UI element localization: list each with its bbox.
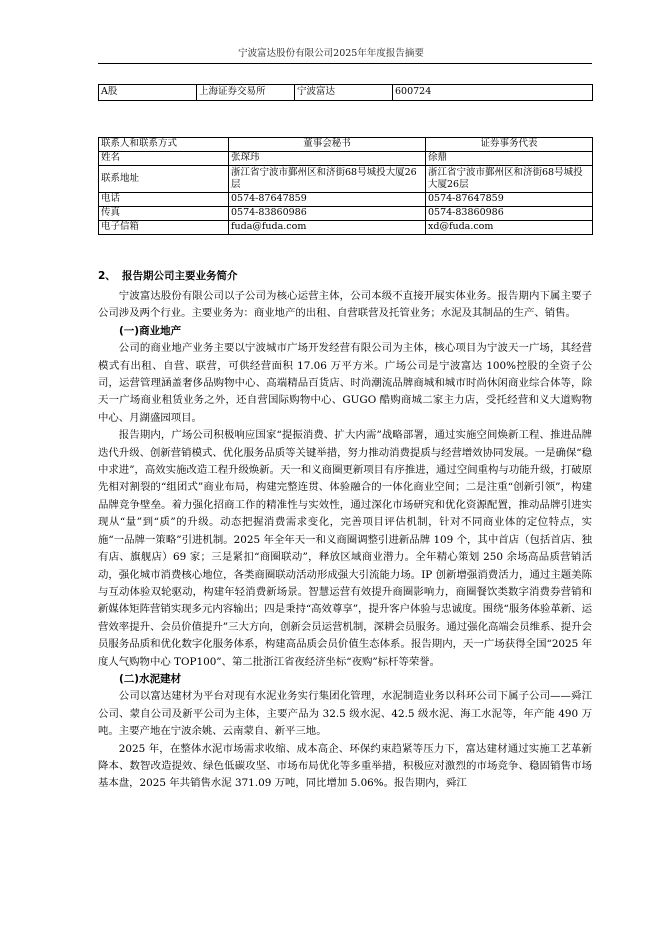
secretary-value-cell: fuda@fuda.com — [229, 221, 426, 235]
table-row — [99, 152, 593, 166]
stock-exchange-cell: 上海证券交易所 — [197, 85, 295, 101]
subsection-title-commercial: (一)商业地产 — [119, 324, 182, 337]
cement-paragraph-1: 公司以富达建材为平台对现有水泥业务实行集团化管理，水泥制造业务以科环公司下属子公司——舜江公司、蒙自公司及新平公司为主体，主要产品为 32.5 级水泥、42.5 级水泥、海工水泥等，年产能 490 万吨。主要产地在宁波余姚、云南蒙自、新平三地。 — [98, 690, 592, 738]
stock-type-cell: A股 — [99, 85, 197, 101]
rep-value-cell: xd@fuda.com — [426, 221, 593, 235]
stock-code-cell: 600724 — [393, 85, 593, 101]
rep-header-cell: 证券事务代表 — [426, 138, 593, 152]
table-row — [99, 221, 593, 235]
commercial-paragraph-2: 报告期内，广场公司积极响应国家“提振消费、扩大内需”战略部署，通过实施空间焕新工程、推进品牌迭代升级、创新营销模式、优化服务品质等关键举措，努力推动消费提质与经营增效协同发展。一是确保“稳中求进”，高效实施改造工程升级焕新。天一和义商圈更新项目有序推进，通过空间重构与功能升级，打破原先相对割裂的“组团式”商业布局，构建完整连贯、体验融合的一体化商业空间；二是注重“创新引领”，构建品牌竞争壁垒。着力强化招商工作的精准性与实效性，通过深化市场研究和优化资源配置，推动品牌引进实现从“量”到“质”的升级。动态把握消费需求变化，完善项目评估机制，针对不同商业体的定位特点，实施“一品牌一策略”引进机制。2025 年全年天一和义商圈调整引进新品牌 109 个，其中首店（包括首店、独有店、旗舰店）69 家；三是紧扣“商圈联动”，释放区域商业潜力。全年精心策划 250 余场高品质营销活动，强化城市消费核心地位，各类商圈联动活动形成强大引流能力场。IP 创新增强消费活力，通过主题美陈与互动体验双轮驱动，构建年轻消费新场景。智慧运营有效提升商圈影响力，商圈餐饮类数字消费券营销和新媒体矩阵营销实现多元内容输出；四是秉持“高效尊享”，提升客户体验与忠诚度。围绕“服务体验革新、运营效率提升、会员价值提升”三大方向，创新会员运营机制，深耕会员服务。通过强化高端会员维系、提升会员服务品质和优化数字化服务体系，构建高品质会员价值生态体系。报告期内，天一广场获得全国“2025 年度人气购物中心 TOP100”、第二批浙江省夜经济坐标“夜购”标杆等荣誉。 — [98, 429, 592, 668]
table-header-row — [99, 138, 593, 152]
subsection-title-cement: (二)水泥建材 — [119, 672, 182, 685]
contact-header-cell: 联系人和联系方式 — [99, 138, 229, 152]
rep-value-cell: 徐鼎 — [426, 152, 593, 166]
intro-paragraph: 宁波富达股份有限公司以子公司为核心运营主体，公司本级不直接开展实体业务。报告期内下属主要子公司涉及两个行业。主要业务为：商业地产的出租、自营联营及托管业务；水泥及其制品的生产、销售。 — [98, 290, 592, 320]
header-divider — [98, 63, 592, 64]
row-label-cell: 姓名 — [99, 152, 229, 166]
cement-paragraph-2: 2025 年，在整体水泥市场需求收缩、成本高企、环保约束趋紧等压力下，富达建材通过实施工艺革新降本、数智改造提效、绿色低碳攻坚、市场布局优化等多重举措，积极应对激烈的市场竞争、稳固销售市场基本盘，2025 年共销售水泥 371.09 万吨，同比增加 5.06%。报告期内，舜江 — [98, 742, 592, 790]
contact-info-table — [98, 137, 593, 235]
stock-short-name-cell: 宁波富达 — [295, 85, 393, 101]
secretary-value-cell: 0574-87647859 — [229, 193, 426, 207]
row-label-cell: 联系地址 — [99, 166, 229, 193]
section-body — [98, 288, 592, 793]
stock-info-table — [98, 84, 593, 101]
secretary-value-cell: 张琛玮 — [229, 152, 426, 166]
section-number: 2、 — [98, 270, 116, 282]
table-row — [99, 85, 593, 101]
secretary-value-cell: 浙江省宁波市鄞州区和济街68号城投大厦26层 — [229, 166, 426, 193]
secretary-header-cell: 董事会秘书 — [229, 138, 426, 152]
table-row — [99, 193, 593, 207]
section-title: 报告期公司主要业务简介 — [122, 270, 238, 282]
secretary-value-cell: 0574-83860986 — [229, 207, 426, 221]
section-heading — [98, 269, 592, 283]
commercial-paragraph-1: 公司的商业地产业务主要以宁波城市广场开发经营有限公司为主体，核心项目为宁波天一广场，其经营模式有出租、自营、联营，可供经营面积 17.06 万平方米。广场公司是宁波富达 100%控股的全资子公司，运营管理涵盖奢侈品购物中心、高端精品百货店、时尚潮流品牌商城和城市时尚休闲商业综合体等，除天一广场商业租赁业务之外，还自营国际购物中心、GUGO 酷购商城二家主力店，受托经营和义大道购物中心、月湖盛园项目。 — [98, 342, 592, 424]
table-row — [99, 207, 593, 221]
row-label-cell: 电子信箱 — [99, 221, 229, 235]
row-label-cell: 电话 — [99, 193, 229, 207]
row-label-cell: 传真 — [99, 207, 229, 221]
page-header-title: 宁波富达股份有限公司2025年年度报告摘要 — [238, 48, 424, 59]
rep-value-cell: 0574-87647859 — [426, 193, 593, 207]
rep-value-cell: 浙江省宁波市鄞州区和济街68号城投大厦26层 — [426, 166, 593, 193]
rep-value-cell: 0574-83860986 — [426, 207, 593, 221]
table-row — [99, 166, 593, 193]
